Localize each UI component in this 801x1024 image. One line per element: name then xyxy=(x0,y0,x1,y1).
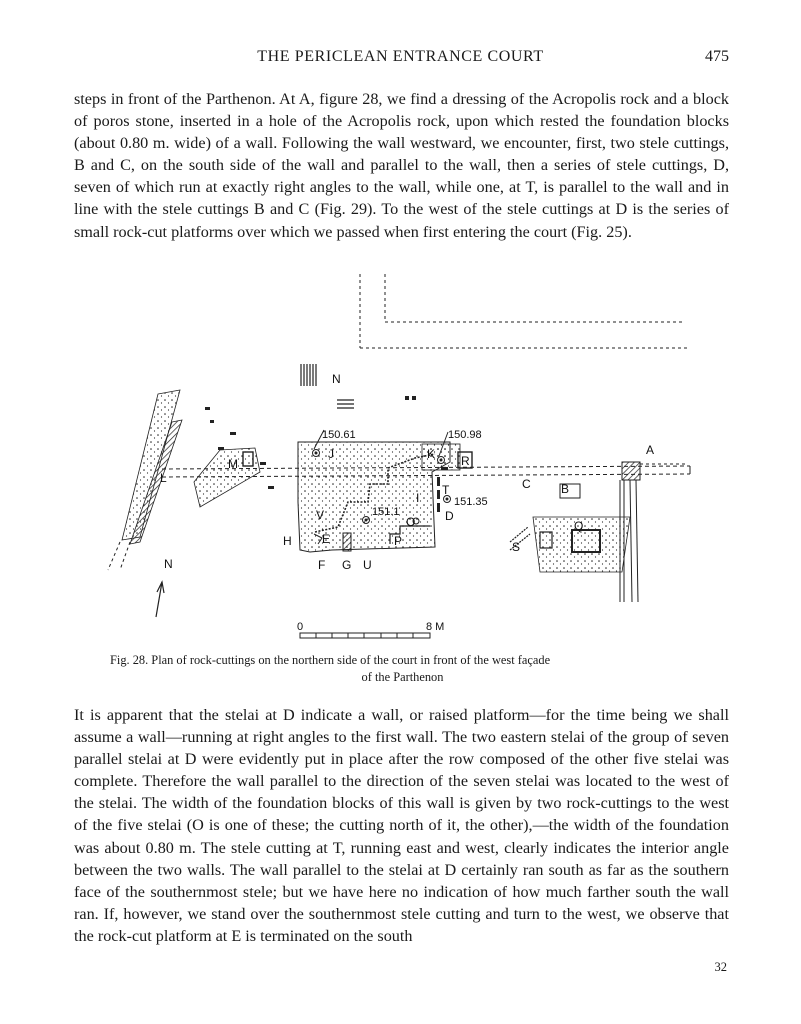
caption-line-2: of the Parthenon xyxy=(361,670,444,684)
elevation-150-98: 150.98 xyxy=(448,429,482,441)
elevation-151-35: 151.35 xyxy=(454,496,488,508)
label-F: F xyxy=(318,558,326,572)
label-R: R xyxy=(461,454,470,468)
figure-caption xyxy=(110,652,695,686)
label-K: K xyxy=(427,447,436,461)
page-number: 475 xyxy=(705,48,729,65)
label-S: S xyxy=(512,540,521,554)
label-N-arrow: N xyxy=(164,557,173,571)
page-header xyxy=(0,48,801,72)
plan-drawing xyxy=(100,272,720,652)
stele-marks-north xyxy=(301,364,354,408)
elevation-150-61: 150.61 xyxy=(322,429,356,441)
label-G: G xyxy=(342,558,352,572)
north-arrow xyxy=(156,582,164,617)
figure-28-plan xyxy=(100,272,720,652)
running-title: THE PERICLEAN ENTRANCE COURT xyxy=(257,48,544,65)
label-N-top: N xyxy=(332,372,341,386)
west-diagonal-strip xyxy=(108,390,182,570)
paragraph-2: It is apparent that the stelai at D indicate a wall, or raised platform—for the time being we shall assume a wall—running at right angles to the first wall. The two eastern stelai of the group of seven parallel stelai at D were evidently put in place after the row composed of the other five stelai was complete. Therefore the wall parallel to the direction of the seven stelai was located to the west of the stelai. The width of the foundation blocks of this wall is given by two rock-cuttings to the west of the five stelai (O is one of these; the cutting north of it, the other),—the width of the foundation was about 0.80 m. The stele cutting at T, running east and west, clearly indicates the interior angle between the two walls. The wall parallel to the stelai at D certainly ran south as far as the southern face of the southernmost stele; but we have here no indication of how much farther south the wall ran. If, however, we stand over the southernmost stele cutting and turn to the west, we observe that the rock-cut platform at E is terminated on the south xyxy=(74,706,729,945)
label-O: O xyxy=(406,515,416,529)
scale-bar xyxy=(300,633,430,638)
label-V: V xyxy=(316,508,325,522)
label-M: M xyxy=(228,457,238,471)
label-I: I xyxy=(416,491,420,505)
label-C: C xyxy=(522,477,531,491)
label-P: P xyxy=(394,534,403,548)
label-B: B xyxy=(561,482,570,496)
label-L: L xyxy=(160,471,167,485)
area-A xyxy=(620,462,688,602)
label-U: U xyxy=(363,558,372,572)
label-D: D xyxy=(445,509,454,523)
elevation-151-1: 151.1 xyxy=(372,506,400,518)
caption-line-1: Fig. 28. Plan of rock-cuttings on the northern side of the court in front of the west façade xyxy=(110,653,551,667)
scale-start-label: 0 xyxy=(297,621,304,633)
paragraph-1: steps in front of the Parthenon. At A, figure 28, we find a dressing of the Acropolis rock and a block of poros stone, inserted in a hole of the Acropolis rock, upon which rested the foundation blocks (about 0.80 m. wide) of a wall. Following the wall westward, we encounter, first, two stele cuttings, B and C, on the south side of the wall and parallel to the wall, then a series of stele cuttings, D, seven of which run at exactly right angles to the wall, while one, at T, is parallel to the wall and in line with the stele cuttings B and C (Fig. 29). To the west of the stele cuttings at D is the series of small rock-cut platforms over which we passed when first entering the court (Fig. 25). xyxy=(74,90,729,241)
label-T: T xyxy=(442,483,450,497)
label-H: H xyxy=(283,534,292,548)
label-Q: Q xyxy=(574,519,584,533)
area-M xyxy=(194,448,260,507)
area-Q-east xyxy=(510,484,630,572)
label-A: A xyxy=(646,443,655,457)
label-J: J xyxy=(328,447,334,461)
dashed-outline-north xyxy=(360,274,688,348)
signature-mark: 32 xyxy=(714,960,727,974)
scale-end-label: 8 M xyxy=(426,621,445,633)
label-E: E xyxy=(322,532,331,546)
